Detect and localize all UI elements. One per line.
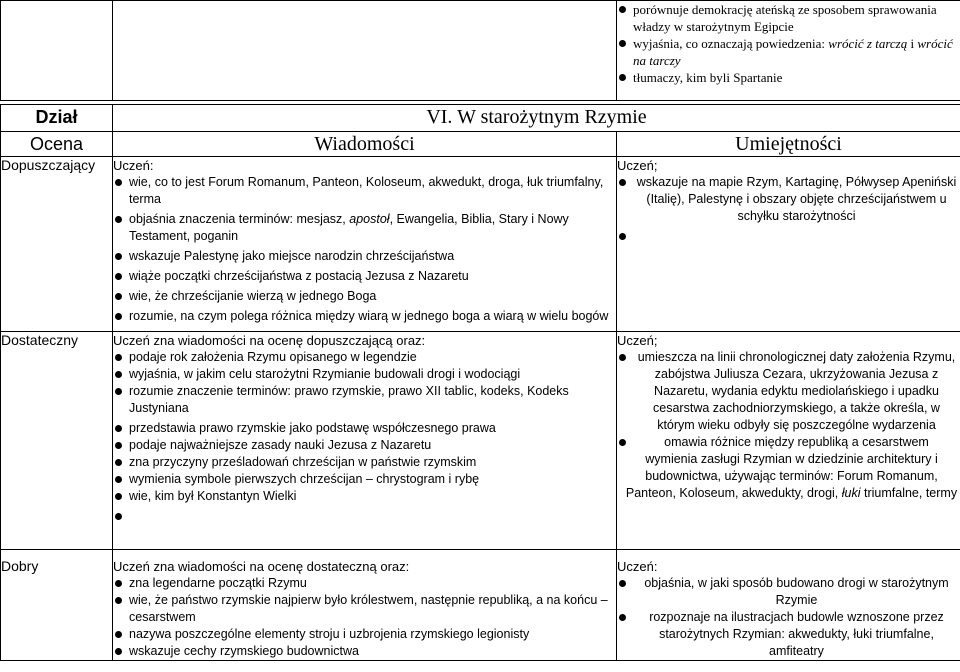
list-item: przedstawia prawo rzymskie jako podstawę współczesnego prawa: [113, 420, 616, 437]
bullet-icon: [115, 371, 122, 378]
bullet-icon: [619, 354, 626, 361]
wiadomosci-list: [113, 349, 616, 525]
intro-text: Uczeń;: [617, 333, 658, 348]
bullet-icon: [619, 6, 626, 13]
list-item: podaje najważniejsze zasady nauki Jezusa z Nazaretu: [113, 437, 616, 454]
list-item: wskazuje na mapie Rzym, Kartaginę, Półwysep Apeniński (Italię), Palestynę i obszary objęte chrześcijaństwem u schyłku starożytności: [617, 174, 960, 225]
bullet-icon: [115, 388, 122, 395]
umiejetnosci-cell: [617, 332, 960, 550]
wiadomosci-cell: [113, 157, 617, 332]
intro-text: Uczeń zna wiadomości na ocenę dostateczną oraz:: [113, 559, 410, 574]
list-item: wskazuje cechy rzymskiego budownictwa: [113, 643, 616, 660]
list-item: wie, co to jest Forum Romanum, Panteon, Koloseum, akwedukt, droga, łuk triumfalny, terma: [113, 174, 616, 208]
list-item: zna legendarne początki Rzymu: [113, 575, 616, 592]
grade-dobry: Dobry: [1, 550, 113, 661]
umiejetnosci-list: [617, 174, 960, 245]
bullet-icon: [115, 476, 122, 483]
top-continuation-table: [0, 0, 960, 101]
list-item: wymienia symbole pierwszych chrześcijan – chrystogram i rybę: [113, 471, 616, 488]
list-item: wie, że państwo rzymskie najpierw było królestwem, następnie republiką, a na końcu – cesarstwem: [113, 592, 616, 626]
section-title: VI. W starożytnym Rzymie: [426, 106, 647, 128]
bullet-icon: [619, 74, 626, 81]
wiadomosci-header: Wiadomości: [113, 132, 617, 157]
list-item: wie, że chrześcijanie wierzą w jednego Boga: [113, 288, 616, 305]
umiejetnosci-cell: [617, 550, 960, 661]
requirements-table: [0, 104, 960, 661]
list-item: tłumaczy, kim byli Spartanie: [617, 69, 960, 86]
bullet-icon: [115, 513, 122, 520]
list-item: objaśnia znaczenia terminów: mesjasz, apostoł, Ewangelia, Biblia, Stary i Nowy Testament, poganin: [113, 211, 616, 245]
umiejetnosci-list: [617, 349, 960, 451]
umiejetnosci-cell: [617, 157, 960, 332]
list-item: [617, 228, 960, 245]
bullet-icon: [115, 442, 122, 449]
list-item: porównuje demokrację ateńską ze sposobem sprawowania władzy w starożytnym Egipcie: [617, 1, 960, 35]
wiadomosci-cell: [113, 332, 617, 550]
top-empty-wiadomosci-cell: [113, 1, 617, 101]
list-item: rozumie znaczenie terminów: prawo rzymskie, prawo XII tablic, kodeks, Kodeks Justyniana: [113, 383, 616, 417]
bullet-icon: [115, 631, 122, 638]
wiadomosci-list: [113, 575, 616, 660]
bullet-icon: [619, 40, 626, 47]
list-item: wyjaśnia, co oznaczają powiedzenia: wrócić z tarczą i wrócić na tarczy: [617, 35, 960, 69]
bullet-icon: [115, 216, 122, 223]
top-empty-grade-cell: [1, 1, 113, 101]
list-item: rozumie, na czym polega różnica między wiarą w jednego boga a wiarą w wielu bogów: [113, 308, 616, 325]
bullet-icon: [619, 233, 626, 240]
bullet-icon: [619, 614, 626, 621]
bullet-icon: [619, 580, 626, 587]
intro-text: Uczeń:: [113, 158, 154, 173]
bullet-icon: [115, 493, 122, 500]
intro-text: Uczeń:: [617, 559, 658, 574]
bullet-icon: [115, 580, 122, 587]
ocena-label: Ocena: [1, 132, 113, 157]
list-item: omawia różnice między republiką a cesarstwem: [617, 434, 960, 451]
bullet-icon: [115, 459, 122, 466]
bullet-icon: [115, 354, 122, 361]
umiejetnosci-list: [617, 575, 960, 660]
umiejetnosci-tail-text: wymienia zasługi Rzymian w dziedzinie architektury i budownictwa, używając terminów: Forum Romanum, Panteon, Koloseum, akwedukty, drogi, łuki triumfalne, termy: [625, 452, 958, 500]
umiejetnosci-header: Umiejętności: [617, 132, 960, 157]
bullet-icon: [619, 439, 626, 446]
bullet-icon: [115, 293, 122, 300]
list-item: wie, kim był Konstantyn Wielki: [113, 488, 616, 505]
bullet-icon: [115, 179, 122, 186]
intro-text: Uczeń;: [617, 158, 658, 173]
list-item: podaje rok założenia Rzymu opisanego w legendzie: [113, 349, 616, 366]
list-item: rozpoznaje na ilustracjach budowle wznoszone przez starożytnych Rzymian: akwedukty, łuki triumfalne, amfiteatry: [617, 609, 960, 660]
grade-dostateczny: Dostateczny: [1, 332, 113, 550]
bullet-icon: [115, 425, 122, 432]
bullet-icon: [115, 273, 122, 280]
list-item: wskazuje Palestynę jako miejsce narodzin chrześcijaństwa: [113, 248, 616, 265]
wiadomosci-cell: [113, 550, 617, 661]
list-item: wiąże początki chrześcijaństwa z postacią Jezusa z Nazaretu: [113, 268, 616, 285]
list-item: nazywa poszczególne elementy stroju i uzbrojenia rzymskiego legionisty: [113, 626, 616, 643]
list-item: zna przyczyny prześladowań chrześcijan w państwie rzymskim: [113, 454, 616, 471]
top-umiejetnosci-cell: [617, 1, 960, 101]
grade-dopuszczajacy: Dopuszczający: [1, 157, 113, 332]
list-item: umieszcza na linii chronologicznej daty założenia Rzymu, zabójstwa Juliusza Cezara, ukrzyżowania Jezusa z Nazaretu, wydania edyktu mediolańskiego i upadku cesarstwa zachodniorzymskiego, a także określa, w którym wieku odbyły się poszczególne wydarzenia: [617, 349, 960, 434]
list-item: [113, 508, 616, 525]
bullet-icon: [115, 597, 122, 604]
intro-text: Uczeń zna wiadomości na ocenę dopuszczającą oraz:: [113, 333, 426, 348]
bullet-icon: [619, 179, 626, 186]
list-item: objaśnia, w jaki sposób budowano drogi w starożytnym Rzymie: [617, 575, 960, 609]
bullet-icon: [115, 648, 122, 655]
list-item: wyjaśnia, w jakim celu starożytni Rzymianie budowali drogi i wodociągi: [113, 366, 616, 383]
wiadomosci-list: [113, 174, 616, 325]
top-bullet-list: [617, 1, 960, 86]
section-title-cell: [113, 105, 960, 132]
bullet-icon: [115, 313, 122, 320]
bullet-icon: [115, 253, 122, 260]
dzial-label: Dział: [1, 105, 113, 132]
